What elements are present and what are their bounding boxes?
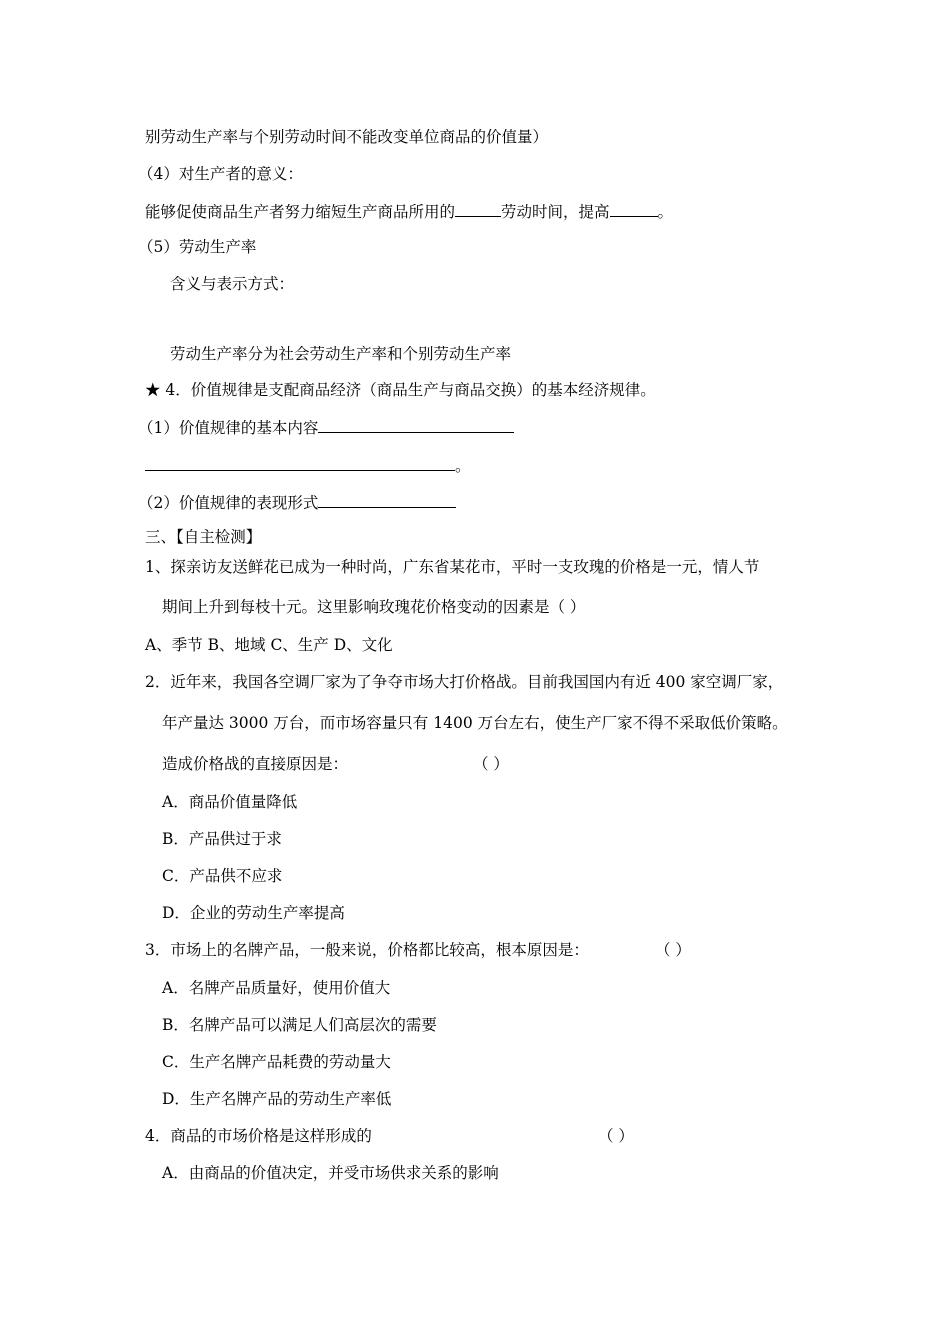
text-segment: 劳动时间，提高 (501, 203, 610, 221)
answer-option: B．名牌产品可以满足人们高层次的需要 (162, 1016, 437, 1034)
text-segment: 能够促使商品生产者努力缩短生产商品所用的 (145, 203, 456, 221)
answer-option: D．生产名牌产品的劳动生产率低 (162, 1090, 392, 1108)
question-options: A、季节 B、地域 C、生产 D、文化 (145, 636, 393, 654)
section-heading: （4）对生产者的意义： (138, 165, 303, 183)
text-line: 劳动生产率分为社会劳动生产率和个别劳动生产率 (170, 345, 512, 363)
key-point-line: ★ 4．价值规律是支配商品经济（商品生产与商品交换）的基本经济规律。 (145, 381, 656, 399)
text-line-with-blank (138, 417, 514, 438)
answer-parentheses: （ ） (598, 1127, 634, 1145)
answer-option: A．由商品的价值决定，并受市场供求关系的影响 (162, 1164, 499, 1182)
text-segment: （1）价值规律的基本内容 (138, 419, 319, 437)
answer-option: B．产品供过于求 (162, 830, 282, 848)
fill-blank[interactable] (455, 201, 501, 217)
question-text: 4．商品的市场价格是这样形成的 (145, 1127, 372, 1145)
answer-option: A．名牌产品质量好，使用价值大 (162, 979, 391, 997)
text-segment: 。 (657, 203, 674, 221)
text-line: 含义与表示方式： (170, 275, 295, 293)
answer-option: A．商品价值量降低 (162, 793, 298, 811)
section-heading: （5）劳动生产率 (138, 238, 257, 256)
text-segment: 。 (455, 457, 471, 475)
question-text: 年产量达 3000 万台，而市场容量只有 1400 万台左右，使生产厂家不得不采取低价策略。 (162, 714, 788, 732)
answer-option: D．企业的劳动生产率提高 (162, 904, 345, 922)
answer-option: C．生产名牌产品耗费的劳动量大 (162, 1053, 391, 1071)
answer-option: C．产品供不应求 (162, 867, 283, 885)
text-segment: （2）价值规律的表现形式 (138, 494, 319, 512)
text-line: 别劳动生产率与个别劳动时间不能改变单位商品的价值量） (145, 128, 549, 146)
question-text: 3．市场上的名牌产品，一般来说，价格都比较高，根本原因是： (145, 941, 589, 959)
text-line-with-blank (145, 455, 471, 476)
text-segment: 造成价格战的直接原因是： (162, 755, 349, 773)
question-text: 1、探亲访友送鲜花已成为一种时尚，广东省某花市，平时一支玫瑰的价格是一元，情人节 (145, 558, 760, 576)
fill-blank[interactable] (318, 417, 514, 433)
section-heading: 三、【自主检测】 (145, 528, 262, 546)
fill-blank[interactable] (318, 492, 456, 508)
fill-blank[interactable] (610, 201, 658, 217)
text-line-with-blank (138, 492, 456, 513)
answer-parentheses: （ ） (473, 755, 509, 773)
question-text: 2．近年来，我国各空调厂家为了争夺市场大打价格战。目前我国国内有近 400 家空调厂家， (145, 673, 784, 691)
text-line-with-blanks (145, 201, 673, 222)
fill-blank[interactable] (145, 455, 455, 471)
question-text (162, 754, 348, 774)
question-text: 期间上升到每枝十元。这里影响玫瑰花价格变动的因素是（ ） (162, 598, 586, 616)
answer-parentheses: （ ） (655, 941, 691, 959)
